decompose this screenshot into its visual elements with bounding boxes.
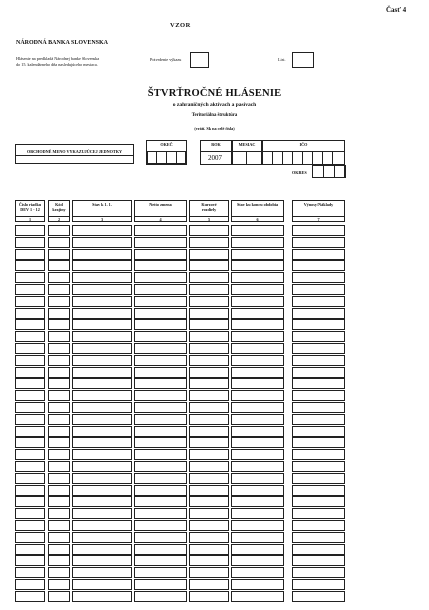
table-cell-col-7[interactable] — [292, 284, 345, 295]
table-cell-col-2[interactable] — [48, 414, 70, 425]
column-number: 2 — [49, 216, 69, 222]
table-cell-col-2[interactable] — [48, 437, 70, 448]
table-cell-col-1[interactable] — [15, 331, 45, 342]
table-cell-col-4[interactable] — [134, 378, 187, 389]
table-cell-col-1[interactable] — [15, 272, 45, 283]
table-cell-col-5[interactable] — [189, 225, 229, 236]
table-cell-col-3[interactable] — [72, 378, 132, 389]
table-cell-col-7[interactable] — [292, 426, 345, 437]
table-cell-col-4[interactable] — [134, 367, 187, 378]
table-cell-col-7[interactable] — [292, 378, 345, 389]
table-cell-col-1[interactable] — [15, 390, 45, 401]
table-cell-col-3[interactable] — [72, 532, 132, 543]
table-cell-col-2[interactable] — [48, 331, 70, 342]
table-cell-col-3[interactable] — [72, 284, 132, 295]
table-cell-col-5[interactable] — [189, 461, 229, 472]
table-cell-col-2[interactable] — [48, 390, 70, 401]
column-number: 3 — [73, 216, 131, 222]
table-cell-col-6[interactable] — [231, 461, 284, 472]
table-cell-col-3[interactable] — [72, 355, 132, 366]
okec-box — [146, 140, 187, 165]
table-cell-col-1[interactable] — [15, 567, 45, 578]
column-header — [134, 200, 187, 222]
table-cell-col-7[interactable] — [292, 390, 345, 401]
table-cell-col-1[interactable] — [15, 579, 45, 590]
table-cell-col-1[interactable] — [15, 437, 45, 448]
okres-digit-3[interactable] — [334, 165, 346, 178]
table-cell-col-1[interactable] — [15, 520, 45, 531]
table-cell-col-4[interactable] — [134, 485, 187, 496]
table-cell-col-2[interactable] — [48, 367, 70, 378]
column-header — [48, 200, 70, 222]
table-cell-col-6[interactable] — [231, 378, 284, 389]
table-cell-col-7[interactable] — [292, 567, 345, 578]
table-cell-col-5[interactable] — [189, 426, 229, 437]
table-cell-col-4[interactable] — [134, 308, 187, 319]
table-cell-col-7[interactable] — [292, 414, 345, 425]
column-number: 6 — [232, 216, 283, 222]
table-cell-col-7[interactable] — [292, 367, 345, 378]
table-cell-col-6[interactable] — [231, 331, 284, 342]
regulation-note-line2: do 15. kalendárneho dňa nasledujúceho mesiaca. — [16, 62, 98, 67]
table-cell-col-3[interactable] — [72, 249, 132, 260]
ico-digit-8[interactable] — [332, 151, 345, 165]
table-cell-col-3[interactable] — [72, 414, 132, 425]
column-header-label: Kurzové rozdiely — [201, 202, 217, 212]
table-cell-col-4[interactable] — [134, 473, 187, 484]
table-cell-col-7[interactable] — [292, 555, 345, 566]
table-cell-col-1[interactable] — [15, 378, 45, 389]
table-cell-col-6[interactable] — [231, 414, 284, 425]
table-cell-col-4[interactable] — [134, 555, 187, 566]
table-cell-col-5[interactable] — [189, 378, 229, 389]
table-cell-col-6[interactable] — [231, 496, 284, 507]
mesiac-digit-2[interactable] — [246, 151, 262, 165]
table-cell-col-7[interactable] — [292, 308, 345, 319]
table-cell-col-6[interactable] — [231, 367, 284, 378]
table-cell-col-1[interactable] — [15, 367, 45, 378]
company-name-box[interactable] — [15, 144, 134, 164]
mesiac-digit-1[interactable] — [232, 151, 247, 165]
table-cell-col-7[interactable] — [292, 532, 345, 543]
table-cell-col-4[interactable] — [134, 437, 187, 448]
table-cell-col-1[interactable] — [15, 473, 45, 484]
table-cell-col-5[interactable] — [189, 449, 229, 460]
mesiac-label: MESIAC — [238, 142, 256, 147]
table-cell-col-6[interactable] — [231, 579, 284, 590]
table-cell-col-5[interactable] — [189, 508, 229, 519]
table-cell-col-3[interactable] — [72, 579, 132, 590]
table-cell-col-6[interactable] — [231, 485, 284, 496]
table-cell-col-4[interactable] — [134, 426, 187, 437]
table-cell-col-2[interactable] — [48, 461, 70, 472]
table-cell-col-7[interactable] — [292, 260, 345, 271]
table-cell-col-1[interactable] — [15, 308, 45, 319]
table-cell-col-4[interactable] — [134, 591, 187, 602]
column-header — [231, 200, 284, 222]
column-header — [189, 200, 229, 222]
table-cell-col-6[interactable] — [231, 237, 284, 248]
table-cell-col-5[interactable] — [189, 296, 229, 307]
table-cell-col-2[interactable] — [48, 567, 70, 578]
table-cell-col-2[interactable] — [48, 355, 70, 366]
table-cell-col-4[interactable] — [134, 260, 187, 271]
okres-label: OKRES — [292, 170, 307, 175]
table-cell-col-3[interactable] — [72, 496, 132, 507]
table-cell-col-6[interactable] — [231, 437, 284, 448]
table-cell-col-4[interactable] — [134, 355, 187, 366]
reference-number-box[interactable] — [190, 52, 209, 68]
table-cell-col-7[interactable] — [292, 225, 345, 236]
table-cell-col-3[interactable] — [72, 367, 132, 378]
table-cell-col-2[interactable] — [48, 249, 70, 260]
table-cell-col-6[interactable] — [231, 532, 284, 543]
table-cell-col-6[interactable] — [231, 390, 284, 401]
table-cell-col-7[interactable] — [292, 508, 345, 519]
column-header-label: Kód krajiny — [52, 202, 66, 212]
table-cell-col-6[interactable] — [231, 308, 284, 319]
table-cell-col-2[interactable] — [48, 319, 70, 330]
table-cell-col-4[interactable] — [134, 461, 187, 472]
sheet-label: List. — [278, 57, 286, 62]
table-cell-col-5[interactable] — [189, 544, 229, 555]
table-cell-col-5[interactable] — [189, 390, 229, 401]
table-cell-col-1[interactable] — [15, 496, 45, 507]
column-number: 5 — [190, 216, 228, 222]
table-cell-col-5[interactable] — [189, 260, 229, 271]
table-cell-col-4[interactable] — [134, 296, 187, 307]
table-cell-col-7[interactable] — [292, 579, 345, 590]
table-cell-col-6[interactable] — [231, 284, 284, 295]
table-cell-col-4[interactable] — [134, 249, 187, 260]
company-name-label: OBCHODNÉ MENO VYKAZUJÚCEJ JEDNOTKY — [16, 149, 133, 156]
table-cell-col-1[interactable] — [15, 355, 45, 366]
table-cell-col-1[interactable] — [15, 402, 45, 413]
table-cell-col-7[interactable] — [292, 520, 345, 531]
table-cell-col-3[interactable] — [72, 225, 132, 236]
okec-label: OKEČ — [160, 142, 173, 147]
table-cell-col-3[interactable] — [72, 567, 132, 578]
table-cell-col-6[interactable] — [231, 249, 284, 260]
table-cell-col-4[interactable] — [134, 402, 187, 413]
table-cell-col-1[interactable] — [15, 249, 45, 260]
bank-name: NÁRODNÁ BANKA SLOVENSKA — [16, 40, 109, 46]
table-cell-col-3[interactable] — [72, 426, 132, 437]
table-cell-col-4[interactable] — [134, 532, 187, 543]
table-cell-col-3[interactable] — [72, 296, 132, 307]
table-cell-col-2[interactable] — [48, 591, 70, 602]
table-cell-col-7[interactable] — [292, 496, 345, 507]
table-cell-col-5[interactable] — [189, 555, 229, 566]
report-subtitle: o zahraničných aktívach a pasívach — [172, 102, 257, 108]
table-cell-col-3[interactable] — [72, 485, 132, 496]
table-cell-col-6[interactable] — [231, 555, 284, 566]
table-cell-col-5[interactable] — [189, 402, 229, 413]
table-cell-col-3[interactable] — [72, 331, 132, 342]
table-cell-col-2[interactable] — [48, 426, 70, 437]
table-cell-col-2[interactable] — [48, 308, 70, 319]
column-number: 7 — [293, 216, 344, 222]
table-cell-col-5[interactable] — [189, 237, 229, 248]
table-cell-col-1[interactable] — [15, 343, 45, 354]
column-number: 1 — [16, 216, 44, 222]
regulation-note-line1: Hlásenie na predkladá Národnej banke Slovenska — [16, 56, 100, 61]
table-cell-col-4[interactable] — [134, 544, 187, 555]
table-cell-col-1[interactable] — [15, 414, 45, 425]
table-cell-col-2[interactable] — [48, 485, 70, 496]
table-cell-col-3[interactable] — [72, 390, 132, 401]
table-cell-col-7[interactable] — [292, 473, 345, 484]
table-cell-col-7[interactable] — [292, 272, 345, 283]
table-cell-col-3[interactable] — [72, 272, 132, 283]
table-cell-col-2[interactable] — [48, 555, 70, 566]
table-cell-col-5[interactable] — [189, 284, 229, 295]
rok-value: 2007 — [208, 154, 222, 162]
table-cell-col-5[interactable] — [189, 567, 229, 578]
okres-box — [312, 165, 345, 178]
table-cell-col-7[interactable] — [292, 485, 345, 496]
table-cell-col-5[interactable] — [189, 414, 229, 425]
table-cell-col-2[interactable] — [48, 496, 70, 507]
table-cell-col-5[interactable] — [189, 308, 229, 319]
table-cell-col-3[interactable] — [72, 520, 132, 531]
reference-label: Potvrdenie výkazu — [150, 57, 182, 62]
table-cell-col-1[interactable] — [15, 461, 45, 472]
table-cell-col-6[interactable] — [231, 520, 284, 531]
table-cell-col-4[interactable] — [134, 449, 187, 460]
rok-label: ROK — [211, 142, 221, 147]
sheet-number-box[interactable] — [292, 52, 314, 68]
table-cell-col-3[interactable] — [72, 461, 132, 472]
table-cell-col-3[interactable] — [72, 402, 132, 413]
table-cell-col-7[interactable] — [292, 296, 345, 307]
table-cell-col-3[interactable] — [72, 591, 132, 602]
table-cell-col-2[interactable] — [48, 378, 70, 389]
table-cell-col-5[interactable] — [189, 520, 229, 531]
table-cell-col-5[interactable] — [189, 367, 229, 378]
table-cell-col-2[interactable] — [48, 237, 70, 248]
table-cell-col-6[interactable] — [231, 508, 284, 519]
table-cell-col-5[interactable] — [189, 272, 229, 283]
table-cell-col-6[interactable] — [231, 567, 284, 578]
table-cell-col-6[interactable] — [231, 473, 284, 484]
table-cell-col-3[interactable] — [72, 508, 132, 519]
table-cell-col-4[interactable] — [134, 343, 187, 354]
table-cell-col-4[interactable] — [134, 520, 187, 531]
table-cell-col-4[interactable] — [134, 567, 187, 578]
column-header — [292, 200, 345, 222]
table-cell-col-7[interactable] — [292, 544, 345, 555]
report-title: ŠTVRŤROČNÉ HLÁSENIE — [147, 88, 282, 99]
table-cell-col-7[interactable] — [292, 319, 345, 330]
table-cell-col-3[interactable] — [72, 343, 132, 354]
table-cell-col-3[interactable] — [72, 555, 132, 566]
table-cell-col-5[interactable] — [189, 485, 229, 496]
okec-digit-4[interactable] — [176, 151, 186, 164]
table-cell-col-1[interactable] — [15, 449, 45, 460]
table-cell-col-5[interactable] — [189, 591, 229, 602]
table-cell-col-6[interactable] — [231, 272, 284, 283]
rok-value-field[interactable] — [200, 151, 232, 165]
table-cell-col-3[interactable] — [72, 260, 132, 271]
table-cell-col-4[interactable] — [134, 225, 187, 236]
column-header-label: Výnosy/Náklady — [303, 202, 334, 207]
table-cell-col-7[interactable] — [292, 591, 345, 602]
table-cell-col-3[interactable] — [72, 437, 132, 448]
table-cell-col-4[interactable] — [134, 508, 187, 519]
table-cell-col-6[interactable] — [231, 544, 284, 555]
table-cell-col-4[interactable] — [134, 496, 187, 507]
table-cell-col-4[interactable] — [134, 390, 187, 401]
table-cell-col-1[interactable] — [15, 426, 45, 437]
table-cell-col-2[interactable] — [48, 449, 70, 460]
column-header — [15, 200, 45, 222]
table-cell-col-4[interactable] — [134, 284, 187, 295]
table-cell-col-1[interactable] — [15, 225, 45, 236]
table-cell-col-3[interactable] — [72, 544, 132, 555]
table-cell-col-6[interactable] — [231, 355, 284, 366]
table-cell-col-7[interactable] — [292, 249, 345, 260]
table-cell-col-6[interactable] — [231, 343, 284, 354]
table-cell-col-5[interactable] — [189, 579, 229, 590]
table-cell-col-4[interactable] — [134, 319, 187, 330]
table-cell-col-2[interactable] — [48, 520, 70, 531]
table-cell-col-2[interactable] — [48, 473, 70, 484]
table-cell-col-2[interactable] — [48, 284, 70, 295]
table-cell-col-2[interactable] — [48, 402, 70, 413]
table-cell-col-7[interactable] — [292, 461, 345, 472]
table-cell-col-3[interactable] — [72, 319, 132, 330]
table-cell-col-7[interactable] — [292, 437, 345, 448]
table-cell-col-2[interactable] — [48, 260, 70, 271]
table-cell-col-4[interactable] — [134, 331, 187, 342]
table-cell-col-1[interactable] — [15, 591, 45, 602]
table-cell-col-6[interactable] — [231, 449, 284, 460]
table-cell-col-2[interactable] — [48, 343, 70, 354]
table-cell-col-1[interactable] — [15, 555, 45, 566]
table-cell-col-4[interactable] — [134, 272, 187, 283]
column-header-label: Netto zmena — [149, 202, 172, 207]
table-cell-col-7[interactable] — [292, 237, 345, 248]
table-cell-col-2[interactable] — [48, 296, 70, 307]
column-header — [72, 200, 132, 222]
table-cell-col-5[interactable] — [189, 249, 229, 260]
table-cell-col-6[interactable] — [231, 225, 284, 236]
column-header-label: Stav ku koncu obdobia — [236, 202, 279, 207]
table-cell-col-6[interactable] — [231, 260, 284, 271]
ico-box — [262, 140, 345, 165]
table-cell-col-2[interactable] — [48, 544, 70, 555]
table-cell-col-7[interactable] — [292, 355, 345, 366]
ico-label: IČO — [299, 142, 308, 147]
table-cell-col-3[interactable] — [72, 449, 132, 460]
table-cell-col-5[interactable] — [189, 319, 229, 330]
table-cell-col-1[interactable] — [15, 508, 45, 519]
table-cell-col-1[interactable] — [15, 237, 45, 248]
table-cell-col-4[interactable] — [134, 237, 187, 248]
column-header-label: Stav k 1. 1. — [92, 202, 112, 207]
table-cell-col-2[interactable] — [48, 532, 70, 543]
column-number: 4 — [135, 216, 186, 222]
table-cell-col-5[interactable] — [189, 473, 229, 484]
table-cell-col-2[interactable] — [48, 508, 70, 519]
table-cell-col-1[interactable] — [15, 485, 45, 496]
table-cell-col-5[interactable] — [189, 343, 229, 354]
table-cell-col-1[interactable] — [15, 296, 45, 307]
table-cell-col-7[interactable] — [292, 402, 345, 413]
watermark-vzor: VZOR — [170, 22, 191, 29]
table-cell-col-1[interactable] — [15, 532, 45, 543]
table-cell-col-5[interactable] — [189, 532, 229, 543]
table-cell-col-6[interactable] — [231, 426, 284, 437]
table-cell-col-2[interactable] — [48, 225, 70, 236]
mesiac-box — [232, 140, 262, 165]
table-cell-col-3[interactable] — [72, 308, 132, 319]
table-cell-col-2[interactable] — [48, 579, 70, 590]
table-cell-col-1[interactable] — [15, 284, 45, 295]
table-cell-col-5[interactable] — [189, 496, 229, 507]
table-cell-col-4[interactable] — [134, 414, 187, 425]
table-cell-col-1[interactable] — [15, 260, 45, 271]
table-cell-col-5[interactable] — [189, 355, 229, 366]
table-cell-col-7[interactable] — [292, 449, 345, 460]
table-cell-col-6[interactable] — [231, 402, 284, 413]
table-cell-col-1[interactable] — [15, 544, 45, 555]
table-cell-col-4[interactable] — [134, 579, 187, 590]
rok-box — [200, 140, 232, 165]
part-label: Časť 4 — [386, 6, 407, 14]
table-cell-col-1[interactable] — [15, 319, 45, 330]
table-cell-col-5[interactable] — [189, 437, 229, 448]
table-cell-col-7[interactable] — [292, 331, 345, 342]
report-units: (vrátí. Sk na celé čísla) — [194, 126, 235, 131]
table-cell-col-5[interactable] — [189, 331, 229, 342]
table-cell-col-6[interactable] — [231, 591, 284, 602]
column-header-label: Číslo riadku DEV 1 - 12 — [18, 202, 42, 212]
table-cell-col-7[interactable] — [292, 343, 345, 354]
table-cell-col-3[interactable] — [72, 237, 132, 248]
table-cell-col-6[interactable] — [231, 319, 284, 330]
table-cell-col-2[interactable] — [48, 272, 70, 283]
report-structure: Teritoriálna štruktúra — [191, 113, 238, 118]
table-cell-col-3[interactable] — [72, 473, 132, 484]
table-cell-col-6[interactable] — [231, 296, 284, 307]
